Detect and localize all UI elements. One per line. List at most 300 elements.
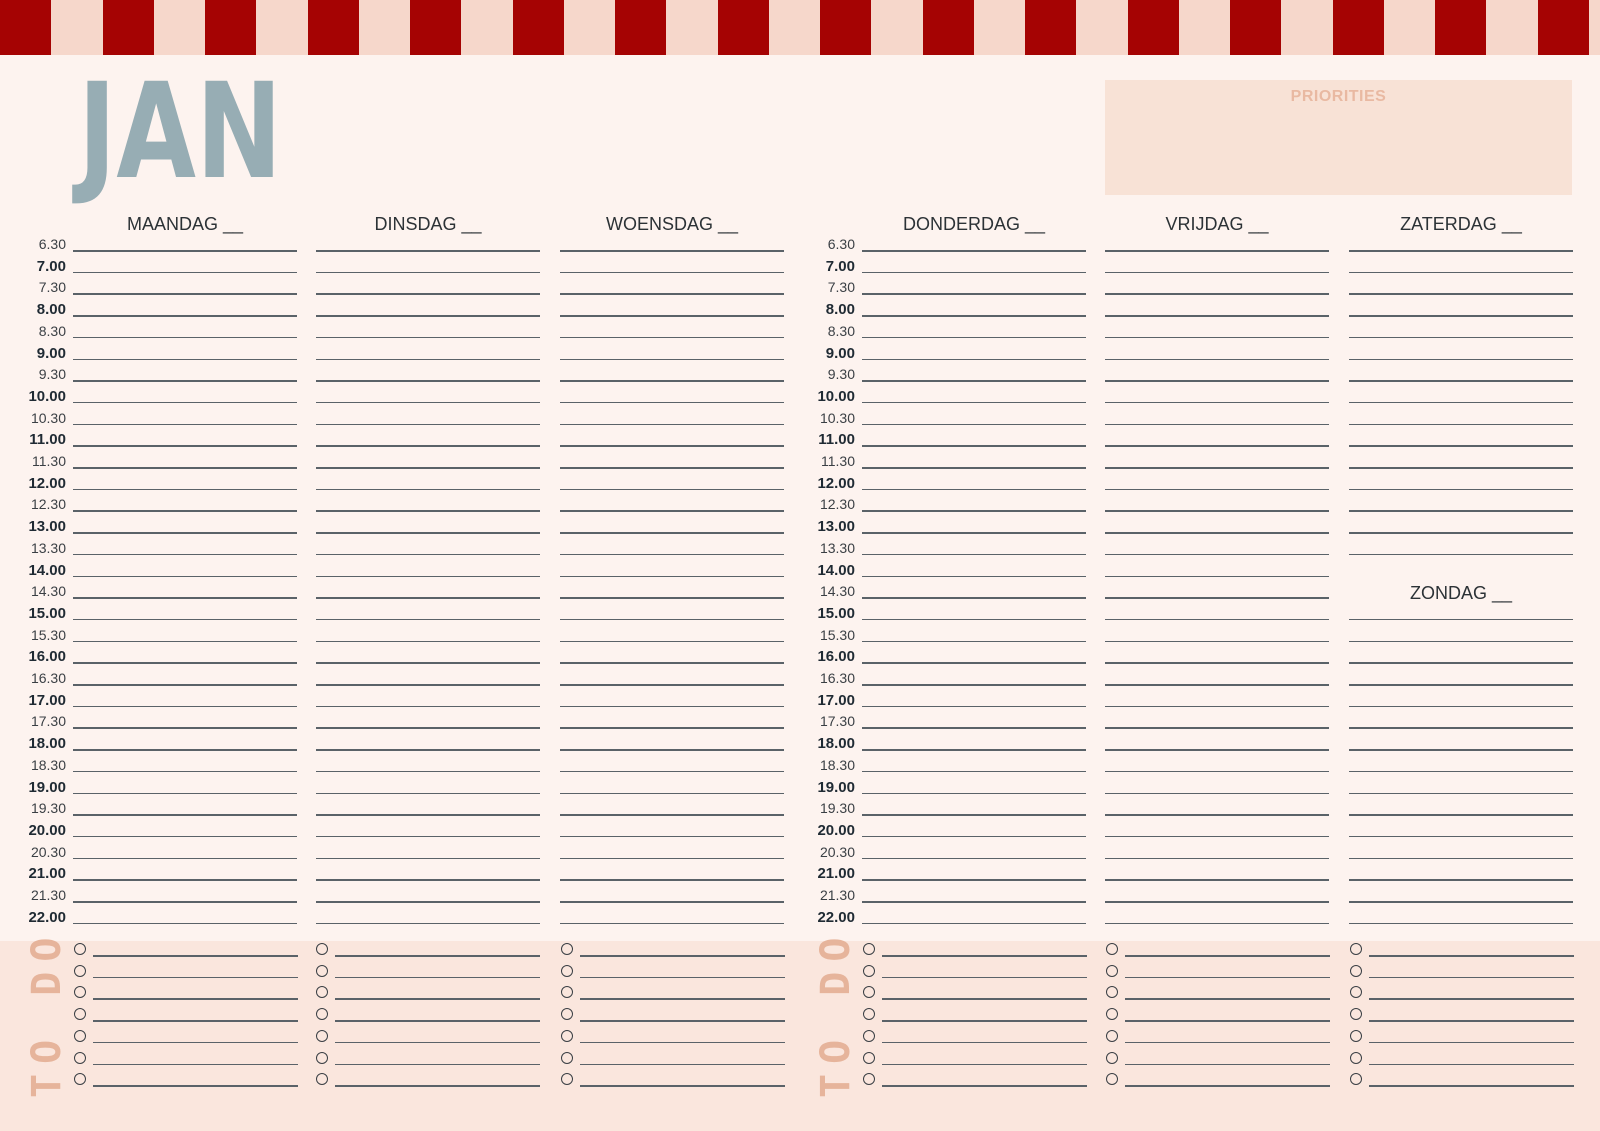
time-slot-line[interactable] [560,359,784,361]
time-slot-line[interactable] [862,684,1086,686]
time-slot-line[interactable] [862,576,1086,578]
time-slot-line[interactable] [1349,315,1573,317]
time-label: 8.30 [38,322,66,339]
time-label: 14.00 [28,561,66,579]
todo-checkbox[interactable] [74,1030,86,1042]
time-slot-line[interactable] [73,684,297,686]
time-slot-line[interactable] [862,793,1086,795]
time-slot-line[interactable] [862,402,1086,404]
time-label: 10.00 [28,387,66,405]
time-slot-line[interactable] [1349,293,1573,295]
time-slot-line[interactable] [316,293,540,295]
todo-line[interactable] [335,955,540,957]
time-slot-line[interactable] [862,836,1086,838]
time-slot-line[interactable] [560,532,784,534]
todo-line[interactable] [93,998,298,1000]
todo-line[interactable] [335,1020,540,1022]
time-slot-line[interactable] [1349,727,1573,729]
time-slot-line[interactable] [316,250,540,252]
time-slot-line[interactable] [560,337,784,339]
time-slot-line[interactable] [73,793,297,795]
time-slot-line[interactable] [316,923,540,925]
time-slot-line[interactable] [316,359,540,361]
time-slot-line[interactable] [1105,467,1329,469]
todo-line[interactable] [580,1085,785,1087]
time-label: 10.30 [819,409,855,426]
todo-checkbox[interactable] [1350,943,1362,955]
time-label: 6.30 [827,236,855,252]
todo-line[interactable] [580,1042,785,1044]
time-slot-line[interactable] [560,489,784,491]
time-label: 22.00 [817,908,855,926]
stripe-red [1435,0,1486,55]
todo-checkbox[interactable] [74,1052,86,1064]
todo-line[interactable] [335,1042,540,1044]
time-slot-line[interactable] [1349,619,1573,621]
time-slot-line[interactable] [1105,727,1329,729]
time-slot-line[interactable] [560,836,784,838]
todo-checkbox[interactable] [316,1008,328,1020]
todo-line[interactable] [1125,1042,1330,1044]
todo-line[interactable] [1369,1085,1574,1087]
todo-label-left: TO DO [24,927,70,1098]
time-slot-line[interactable] [1105,814,1329,816]
time-slot-line[interactable] [862,337,1086,339]
todo-line[interactable] [335,977,540,979]
time-label: 20.30 [819,843,855,860]
time-label: 17.00 [817,691,855,709]
time-slot-line[interactable] [316,576,540,578]
time-slot-line[interactable] [1105,337,1329,339]
time-slot-line[interactable] [560,901,784,903]
month-title: JAN [78,55,283,209]
time-slot-line[interactable] [73,858,297,860]
time-slot-line[interactable] [73,359,297,361]
todo-checkbox[interactable] [1350,1052,1362,1064]
time-label: 21.00 [817,865,855,883]
stripe-red [410,0,461,55]
time-slot-line[interactable] [73,836,297,838]
time-slot-line[interactable] [316,402,540,404]
time-slot-line[interactable] [1105,380,1329,382]
time-slot-line[interactable] [862,727,1086,729]
time-label: 13.00 [28,518,66,536]
time-slot-line[interactable] [862,619,1086,621]
time-slot-line[interactable] [1105,793,1329,795]
time-slot-line[interactable] [1105,858,1329,860]
todo-checkbox[interactable] [316,1052,328,1064]
time-slot-line[interactable] [862,554,1086,556]
time-slot-line[interactable] [316,489,540,491]
time-slot-line[interactable] [73,272,297,274]
time-slot-line[interactable] [316,814,540,816]
time-slot-line[interactable] [1349,402,1573,404]
todo-line[interactable] [335,1085,540,1087]
time-slot-line[interactable] [73,771,297,773]
time-slot-line[interactable] [560,250,784,252]
time-slot-line[interactable] [316,510,540,512]
time-slot-line[interactable] [1105,272,1329,274]
time-slot-line[interactable] [1349,337,1573,339]
time-slot-line[interactable] [862,662,1086,664]
todo-checkbox[interactable] [863,943,875,955]
stripe-red [0,0,51,55]
time-label: 18.00 [28,735,66,753]
time-slot-line[interactable] [1349,706,1573,708]
time-slot-line[interactable] [1349,793,1573,795]
time-slot-line[interactable] [316,727,540,729]
time-slot-line[interactable] [1105,424,1329,426]
time-slot-line[interactable] [560,293,784,295]
time-slot-line[interactable] [316,337,540,339]
todo-checkbox[interactable] [863,1030,875,1042]
time-slot-line[interactable] [73,489,297,491]
time-slot-line[interactable] [862,380,1086,382]
time-slot-line[interactable] [560,923,784,925]
todo-line[interactable] [93,955,298,957]
time-label: 7.00 [825,257,855,275]
time-slot-line[interactable] [560,315,784,317]
todo-checkbox[interactable] [561,1008,573,1020]
todo-checkbox[interactable] [863,1008,875,1020]
time-slot-line[interactable] [73,402,297,404]
time-slot-line[interactable] [862,250,1086,252]
time-slot-line[interactable] [560,793,784,795]
time-slot-line[interactable] [560,684,784,686]
time-slot-line[interactable] [862,532,1086,534]
todo-line[interactable] [882,977,1087,979]
time-label: 18.30 [819,756,855,773]
time-slot-line[interactable] [73,641,297,643]
time-slot-line[interactable] [316,771,540,773]
time-slot-line[interactable] [73,923,297,925]
time-slot-line[interactable] [1105,402,1329,404]
todo-checkbox[interactable] [1350,965,1362,977]
time-slot-line[interactable] [1349,901,1573,903]
time-slot-line[interactable] [560,510,784,512]
time-slot-line[interactable] [316,879,540,881]
todo-line[interactable] [882,1064,1087,1066]
todo-checkbox[interactable] [1106,1008,1118,1020]
todo-checkbox[interactable] [1106,1030,1118,1042]
time-label: 14.30 [30,583,66,600]
time-slot-line[interactable] [1105,554,1329,556]
time-slot-line[interactable] [73,293,297,295]
time-slot-line[interactable] [316,315,540,317]
time-slot-line[interactable] [862,858,1086,860]
time-slot-line[interactable] [862,641,1086,643]
time-slot-line[interactable] [1349,359,1573,361]
time-slot-line[interactable] [1349,272,1573,274]
todo-checkbox[interactable] [1106,965,1118,977]
time-slot-line[interactable] [1105,771,1329,773]
time-label: 21.00 [28,865,66,883]
todo-checkbox[interactable] [316,965,328,977]
time-slot-line[interactable] [862,814,1086,816]
time-slot-line[interactable] [1105,293,1329,295]
time-slot-line[interactable] [1105,901,1329,903]
time-slot-line[interactable] [1349,814,1573,816]
todo-line[interactable] [1125,1064,1330,1066]
time-slot-line[interactable] [560,662,784,664]
time-slot-line[interactable] [1349,424,1573,426]
time-slot-line[interactable] [862,879,1086,881]
stripe-red [820,0,871,55]
time-slot-line[interactable] [1349,836,1573,838]
time-slot-line[interactable] [73,315,297,317]
time-slot-line[interactable] [1349,554,1573,556]
time-slot-line[interactable] [73,814,297,816]
todo-line[interactable] [580,955,785,957]
time-slot-line[interactable] [1349,684,1573,686]
todo-line[interactable] [335,1064,540,1066]
todo-checkbox[interactable] [316,943,328,955]
time-slot-line[interactable] [560,380,784,382]
time-slot-line[interactable] [560,619,784,621]
time-slot-line[interactable] [73,576,297,578]
time-slot-line[interactable] [560,814,784,816]
time-slot-line[interactable] [1349,771,1573,773]
todo-checkbox[interactable] [1106,1052,1118,1064]
time-slot-line[interactable] [73,380,297,382]
time-slot-line[interactable] [316,901,540,903]
time-label: 12.00 [28,474,66,492]
time-label: 21.30 [819,887,855,903]
time-slot-line[interactable] [1105,489,1329,491]
priorities-box[interactable] [1105,80,1572,195]
time-slot-line[interactable] [73,706,297,708]
time-label: 16.00 [28,648,66,666]
time-slot-line[interactable] [560,445,784,447]
time-slot-line[interactable] [862,706,1086,708]
time-slot-line[interactable] [1349,923,1573,925]
time-slot-line[interactable] [73,424,297,426]
time-slot-line[interactable] [316,858,540,860]
time-label: 20.30 [30,843,66,860]
time-slot-line[interactable] [560,424,784,426]
time-slot-line[interactable] [862,597,1086,599]
todo-line[interactable] [93,977,298,979]
time-slot-line[interactable] [1349,380,1573,382]
time-slot-line[interactable] [862,359,1086,361]
time-slot-line[interactable] [560,554,784,556]
time-slot-line[interactable] [862,467,1086,469]
time-slot-line[interactable] [73,250,297,252]
time-slot-line[interactable] [560,706,784,708]
time-slot-line[interactable] [316,424,540,426]
todo-line[interactable] [882,998,1087,1000]
time-slot-line[interactable] [560,727,784,729]
time-slot-line[interactable] [1105,879,1329,881]
time-slot-line[interactable] [560,272,784,274]
time-slot-line[interactable] [1105,359,1329,361]
time-slot-line[interactable] [73,337,297,339]
time-slot-line[interactable] [1105,445,1329,447]
todo-checkbox[interactable] [561,965,573,977]
todo-line[interactable] [580,998,785,1000]
time-slot-line[interactable] [1105,576,1329,578]
todo-line[interactable] [1369,1020,1574,1022]
time-label: 9.30 [38,366,66,383]
time-slot-line[interactable] [1349,641,1573,643]
time-slot-line[interactable] [1349,510,1573,512]
todo-checkbox[interactable] [74,1008,86,1020]
time-slot-line[interactable] [1105,684,1329,686]
time-label: 11.30 [821,453,855,469]
todo-checkbox[interactable] [1350,1030,1362,1042]
time-slot-line[interactable] [73,727,297,729]
time-slot-line[interactable] [862,510,1086,512]
todo-line[interactable] [93,1020,298,1022]
todo-line[interactable] [93,1064,298,1066]
todo-line[interactable] [580,1064,785,1066]
time-slot-line[interactable] [316,380,540,382]
todo-line[interactable] [882,1085,1087,1087]
todo-line[interactable] [1369,1042,1574,1044]
todo-line[interactable] [1125,1020,1330,1022]
todo-line[interactable] [93,1085,298,1087]
time-label: 17.30 [30,713,66,730]
time-slot-line[interactable] [73,510,297,512]
todo-line[interactable] [1369,998,1574,1000]
time-slot-line[interactable] [73,901,297,903]
todo-line[interactable] [1369,977,1574,979]
time-slot-line[interactable] [316,554,540,556]
time-slot-line[interactable] [316,619,540,621]
time-slot-line[interactable] [1349,532,1573,534]
time-slot-line[interactable] [862,489,1086,491]
time-slot-line[interactable] [862,315,1086,317]
time-slot-line[interactable] [1105,641,1329,643]
time-slot-line[interactable] [316,662,540,664]
time-slot-line[interactable] [316,532,540,534]
time-slot-line[interactable] [1105,250,1329,252]
todo-checkbox[interactable] [1106,943,1118,955]
time-slot-line[interactable] [560,879,784,881]
time-label: 8.00 [825,301,855,319]
time-slot-line[interactable] [1105,315,1329,317]
time-slot-line[interactable] [862,445,1086,447]
time-slot-line[interactable] [1349,489,1573,491]
time-slot-line[interactable] [1105,706,1329,708]
time-slot-line[interactable] [1349,749,1573,751]
time-slot-line[interactable] [1349,662,1573,664]
time-slot-line[interactable] [1105,662,1329,664]
time-slot-line[interactable] [1349,250,1573,252]
todo-line[interactable] [1369,955,1574,957]
todo-checkbox[interactable] [316,1030,328,1042]
time-slot-line[interactable] [560,749,784,751]
time-label: 15.30 [30,626,66,643]
time-slot-line[interactable] [1105,619,1329,621]
time-label: 12.30 [30,496,66,513]
time-slot-line[interactable] [1105,510,1329,512]
time-slot-line[interactable] [862,923,1086,925]
time-slot-line[interactable] [862,272,1086,274]
time-slot-line[interactable] [73,445,297,447]
time-label: 11.00 [818,431,855,449]
todo-line[interactable] [580,977,785,979]
time-slot-line[interactable] [73,749,297,751]
todo-line[interactable] [1125,998,1330,1000]
time-slot-line[interactable] [560,771,784,773]
todo-line[interactable] [580,1020,785,1022]
time-slot-line[interactable] [316,836,540,838]
time-slot-line[interactable] [316,272,540,274]
todo-line[interactable] [1125,955,1330,957]
time-slot-line[interactable] [862,771,1086,773]
todo-checkbox[interactable] [561,1030,573,1042]
todo-line[interactable] [882,1020,1087,1022]
time-slot-line[interactable] [73,662,297,664]
todo-checkbox[interactable] [74,943,86,955]
time-slot-line[interactable] [862,749,1086,751]
todo-checkbox[interactable] [1350,1008,1362,1020]
todo-line[interactable] [1125,977,1330,979]
time-slot-line[interactable] [316,749,540,751]
todo-line[interactable] [335,998,540,1000]
time-slot-line[interactable] [316,641,540,643]
time-label: 16.30 [30,670,66,686]
time-slot-line[interactable] [862,901,1086,903]
time-slot-line[interactable] [560,641,784,643]
stripe-red [205,0,256,55]
todo-line[interactable] [1125,1085,1330,1087]
todo-checkbox[interactable] [863,1052,875,1064]
time-slot-line[interactable] [1105,749,1329,751]
time-slot-line[interactable] [316,684,540,686]
time-slot-line[interactable] [1105,532,1329,534]
time-slot-line[interactable] [560,858,784,860]
time-slot-line[interactable] [316,706,540,708]
time-slot-line[interactable] [862,293,1086,295]
time-label: 16.30 [819,670,855,686]
todo-checkbox[interactable] [74,965,86,977]
time-slot-line[interactable] [73,619,297,621]
time-slot-line[interactable] [1349,467,1573,469]
time-slot-line[interactable] [560,402,784,404]
time-slot-line[interactable] [316,467,540,469]
time-label: 11.30 [32,453,66,469]
time-slot-line[interactable] [1349,858,1573,860]
time-slot-line[interactable] [316,597,540,599]
todo-checkbox[interactable] [561,943,573,955]
todo-line[interactable] [93,1042,298,1044]
time-slot-line[interactable] [1349,445,1573,447]
todo-line[interactable] [882,1042,1087,1044]
time-slot-line[interactable] [1105,836,1329,838]
time-slot-line[interactable] [1105,923,1329,925]
todo-checkbox[interactable] [561,1052,573,1064]
time-slot-line[interactable] [316,793,540,795]
time-slot-line[interactable] [1349,879,1573,881]
time-slot-line[interactable] [73,554,297,556]
time-slot-line[interactable] [316,445,540,447]
time-slot-line[interactable] [1105,597,1329,599]
time-slot-line[interactable] [73,532,297,534]
todo-line[interactable] [1369,1064,1574,1066]
todo-checkbox[interactable] [863,965,875,977]
time-label: 15.00 [28,604,66,622]
time-slot-line[interactable] [560,576,784,578]
time-slot-line[interactable] [73,597,297,599]
todo-line[interactable] [882,955,1087,957]
time-slot-line[interactable] [560,467,784,469]
time-slot-line[interactable] [862,424,1086,426]
time-slot-line[interactable] [73,467,297,469]
time-slot-line[interactable] [560,597,784,599]
time-slot-line[interactable] [73,879,297,881]
